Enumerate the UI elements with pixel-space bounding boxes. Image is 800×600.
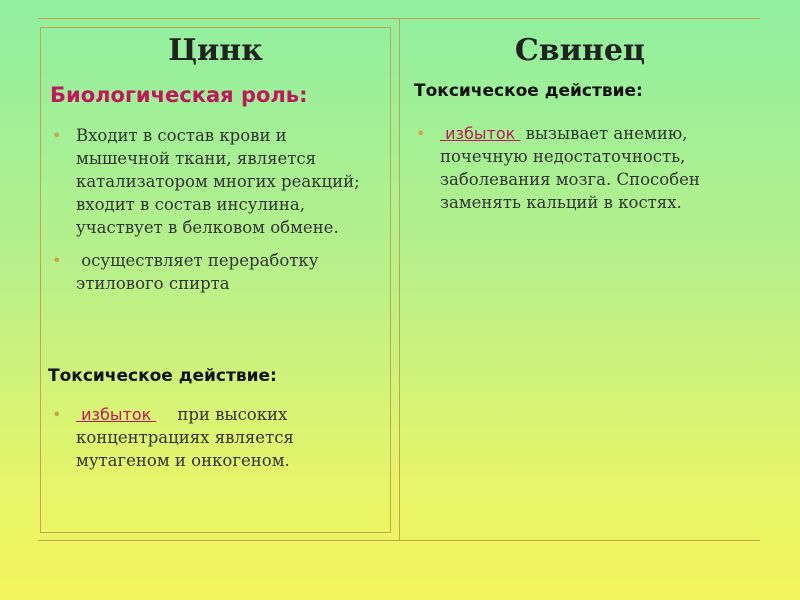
list-item (50, 403, 380, 472)
lead-title: Свинец (514, 33, 646, 68)
lead-tox-text: вызывает анемию, почечную недостаточность, заболевания мозга. Способен заменять кальций в костях. (440, 124, 700, 212)
zinc-bio-list (50, 124, 380, 305)
list-item (50, 249, 380, 295)
bullet-icon: • (52, 405, 62, 424)
lead-tox-list (414, 122, 754, 224)
excess-keyword: избыток (76, 405, 157, 424)
list-item (414, 122, 754, 214)
lead-tox-heading: Токсическое действие: (414, 81, 643, 101)
bottom-divider (38, 540, 760, 541)
zinc-tox-text: при высоких концентрациях является мутагеном и онкогеном. (76, 405, 294, 470)
column-divider (399, 18, 400, 540)
bullet-icon: • (416, 124, 426, 143)
zinc-tox-heading: Токсическое действие: (48, 366, 277, 386)
zinc-title: Цинк (168, 33, 263, 68)
zinc-tox-list (50, 403, 380, 482)
bullet-icon: • (52, 126, 62, 145)
excess-keyword: избыток (440, 124, 521, 143)
zinc-bio-text: Входит в состав крови и мышечной ткани, является катализатором многих реакций; входит в состав инсулина, участвует в белковом обмене. (76, 126, 360, 237)
zinc-bio-heading: Биологическая роль: (50, 83, 308, 107)
list-item (50, 124, 380, 239)
zinc-bio-text: осуществляет переработку этилового спирта (76, 251, 324, 293)
bullet-icon: • (52, 251, 62, 270)
